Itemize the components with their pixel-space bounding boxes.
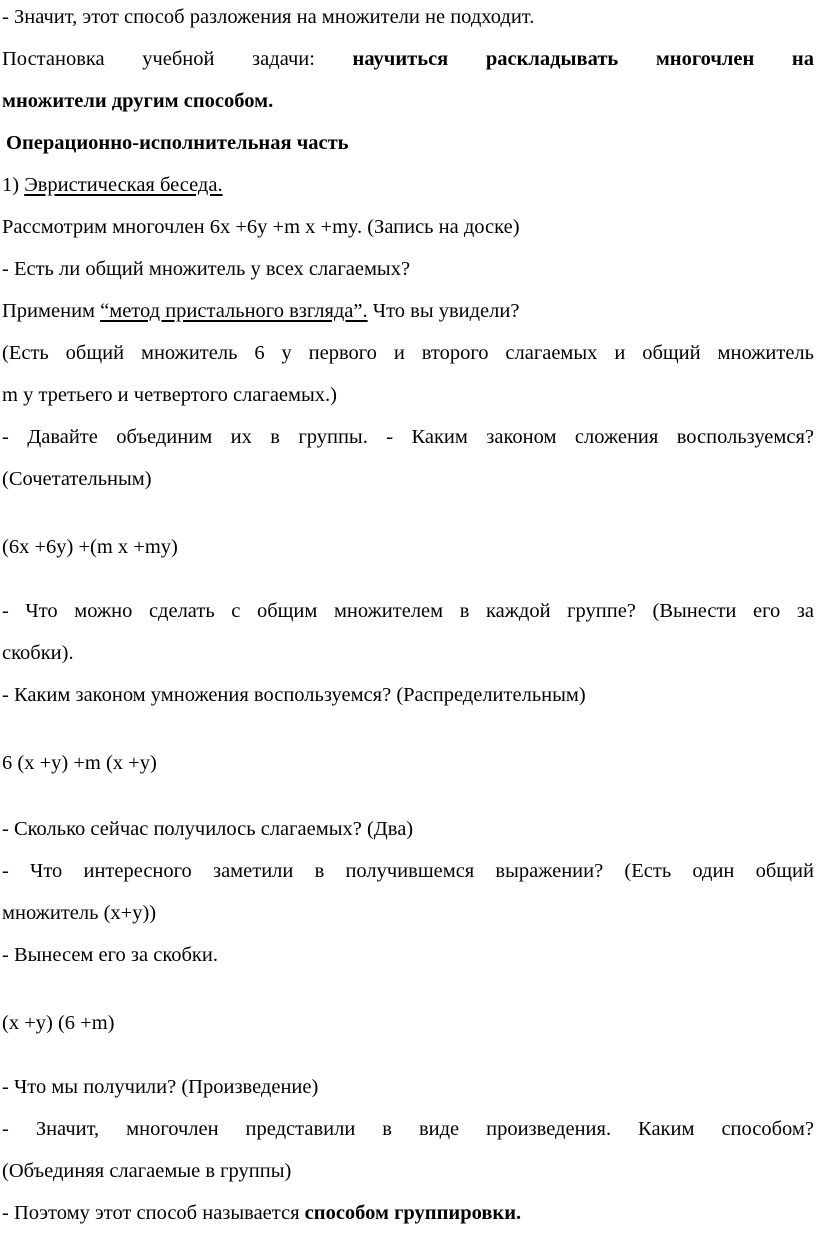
expression-factored-groups: 6 (x +y) +m (x +y) <box>2 752 157 774</box>
task-statement-line1 <box>2 44 814 74</box>
conclusion-line1: - Значит, многочлен представили в виде произведения. Каким способом? <box>2 1118 814 1140</box>
task-label: Постановка учебной задачи: <box>2 48 353 70</box>
expression-product: (x +y) (6 +m) <box>2 1012 115 1034</box>
take-out-factor: - Вынесем его за скобки. <box>2 944 218 966</box>
section-heading: Операционно-исполнительная часть <box>6 132 349 154</box>
expression-grouped: (6x +6y) +(m x +my) <box>2 536 178 558</box>
method-name-line <box>2 1198 814 1228</box>
list-number: 1) <box>2 174 25 196</box>
polynomial-line: Рассмотрим многочлен 6x +6y +m x +my. (Запись на доске) <box>2 216 520 238</box>
answer-common-factor-line1: (Есть общий множитель 6 у первого и второго слагаемых и общий множитель <box>2 342 814 364</box>
method-name-pre: - Поэтому этот способ называется <box>2 1202 305 1224</box>
observation-line2: множитель (x+y)) <box>2 902 157 924</box>
grouping-method: способом группировки. <box>304 1202 522 1224</box>
result-question: - Что мы получили? (Произведение) <box>2 1076 319 1098</box>
method-name: “метод пристального взгляда”. <box>100 300 368 322</box>
multiplication-law-question: - Каким законом умножения воспользуемся? (Распределительным) <box>2 684 586 706</box>
list-item-1 <box>2 170 814 200</box>
line-method-not-suitable: - Значит, этот способ разложения на множители не подходит. <box>2 6 535 28</box>
task-goal-part2: множители другим способом. <box>2 90 274 112</box>
terms-count-question: - Сколько сейчас получилось слагаемых? (Два) <box>2 818 414 840</box>
factor-question-line2: скобки). <box>2 642 74 664</box>
factor-question-line1: - Что можно сделать с общим множителем в каждой группе? (Вынести его за <box>2 600 814 622</box>
task-goal-part1: научиться раскладывать многочлен на <box>352 48 814 70</box>
method-pre: Применим <box>2 300 101 322</box>
method-post: Что вы увидели? <box>367 300 520 322</box>
grouping-question-line1: - Давайте объединим их в группы. - Каким законом сложения воспользуемся? <box>2 426 814 448</box>
answer-common-factor-line2: m у третьего и четвертого слагаемых.) <box>2 384 337 406</box>
observation-line1: - Что интересного заметили в получившемся выражении? (Есть один общий <box>2 860 814 882</box>
list-item-title: Эвристическая беседа. <box>24 174 223 196</box>
question-common-factor: - Есть ли общий множитель у всех слагаемых? <box>2 258 411 280</box>
method-line <box>2 296 814 326</box>
conclusion-line2: (Объединяя слагаемые в группы) <box>2 1160 292 1182</box>
grouping-question-line2: (Сочетательным) <box>2 468 152 490</box>
